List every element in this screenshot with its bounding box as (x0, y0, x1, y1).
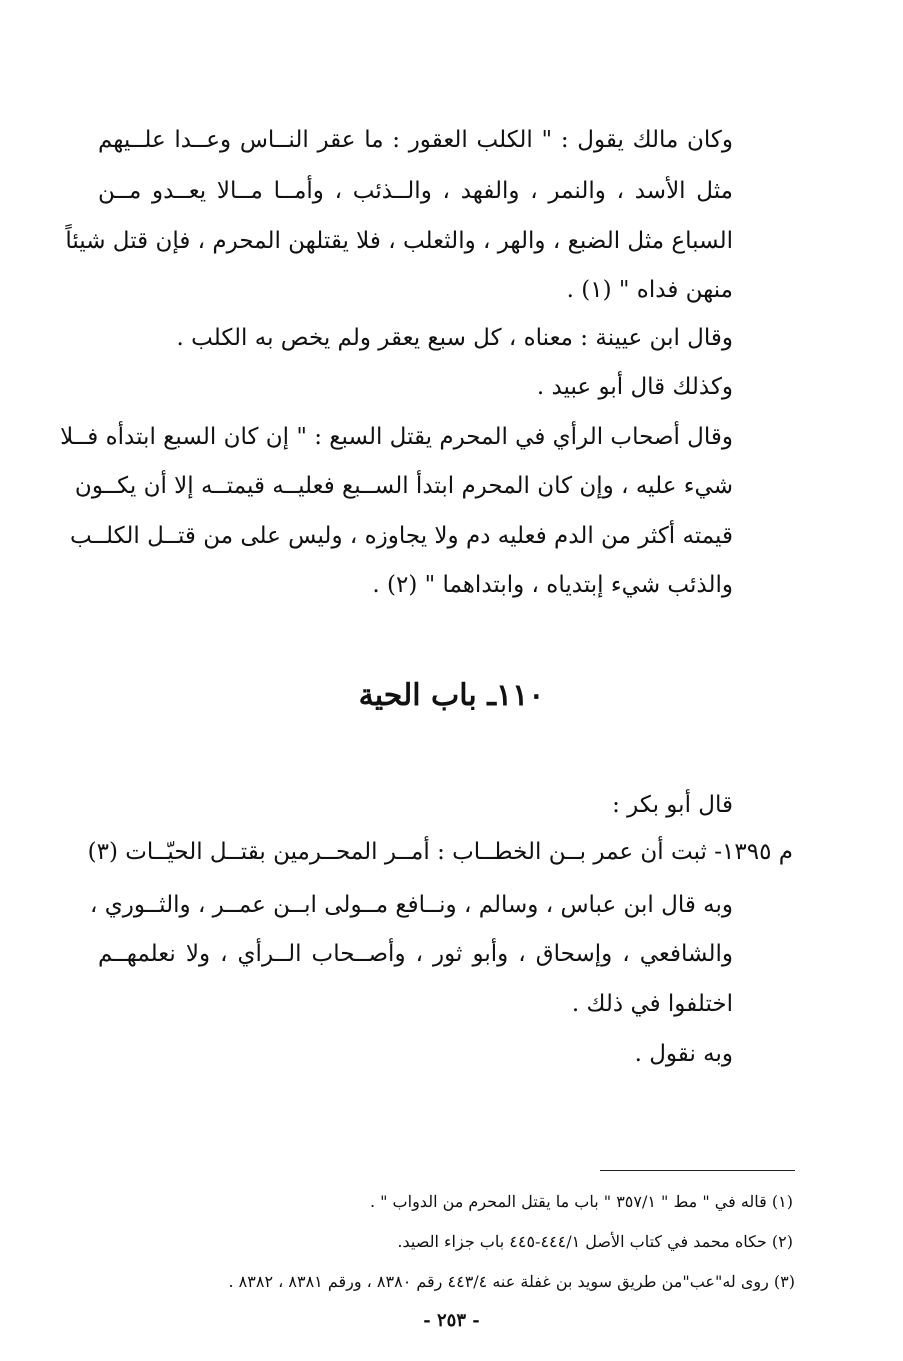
text-line: قال أبو بكر : (612, 792, 733, 818)
text-line: وقال أصحاب الرأي في المحرم يقتل السبع : " إن كان السبع ابتدأه فــلا (60, 424, 733, 450)
text-line: السباع مثل الضبع ، والهر ، والثعلب ، فلا يقتلهن المحرم ، فإن قتل شيئاً (65, 228, 733, 254)
text-line: منهن فداه " (١) . (566, 277, 733, 303)
footnote-separator (600, 1170, 795, 1171)
text-line: شيء عليه ، وإن كان المحرم ابتدأ الســبع فعليــه قيمتــه إلا أن يكــون (74, 473, 733, 499)
text-line: قيمته أكثر من الدم فعليه دم ولا يجاوزه ، وليس على من قتــل الكلــب (69, 523, 733, 549)
text-line: والشافعي ، وإسحاق ، وأبو ثور ، وأصــحاب الــرأي ، ولا نعلمهــم (98, 941, 733, 967)
numbered-statement-line: م ١٣٩٥- ثبت أن عمر بــن الخطــاب : أمــر المحــرمين بقتــل الحيّــات (٣) (87, 839, 793, 865)
text-line: وكذلك قال أبو عبيد . (536, 374, 733, 400)
footnote: (٣) روى له"عب"من طريق سويد بن غفلة عنه ٤٤٣/٤ رقم ٨٣٨٠ ، ورقم ٨٣٨١ ، ٨٣٨٢ . (228, 1272, 795, 1291)
text-line: اختلفوا في ذلك . (571, 991, 733, 1017)
section-heading: ١١٠ـ باب الحية (358, 678, 545, 713)
text-line: والذئب شيء إبتدياه ، وابتداهما " (٢) . (372, 572, 733, 598)
text-line: وكان مالك يقول : " الكلب العقور : ما عقر النــاس وعــدا علــيهم (98, 127, 733, 153)
footnote: (١) قاله في " مط " ٣٥٧/١ " باب ما يقتل المحرم من الدواب " . (369, 1192, 793, 1211)
text-line: مثل الأسد ، والنمر ، والفهد ، والــذئب ، وأمــا مــالا يعــدو مــن (98, 178, 733, 204)
footnote: (٢) حكاه محمد في كتاب الأصل ٤٤٤/١-٤٤٥ باب جزاء الصيد. (397, 1232, 793, 1251)
text-line: وبه قال ابن عباس ، وسالم ، ونــافع مــولى ابــن عمــر ، والثــوري ، (89, 892, 733, 918)
text-line: وبه نقول . (634, 1041, 733, 1067)
text-line: وقال ابن عيينة : معناه ، كل سبع يعقر ولم يخص به الكلب . (176, 325, 733, 351)
page-number: - ٢٥٣ - (423, 1310, 480, 1331)
